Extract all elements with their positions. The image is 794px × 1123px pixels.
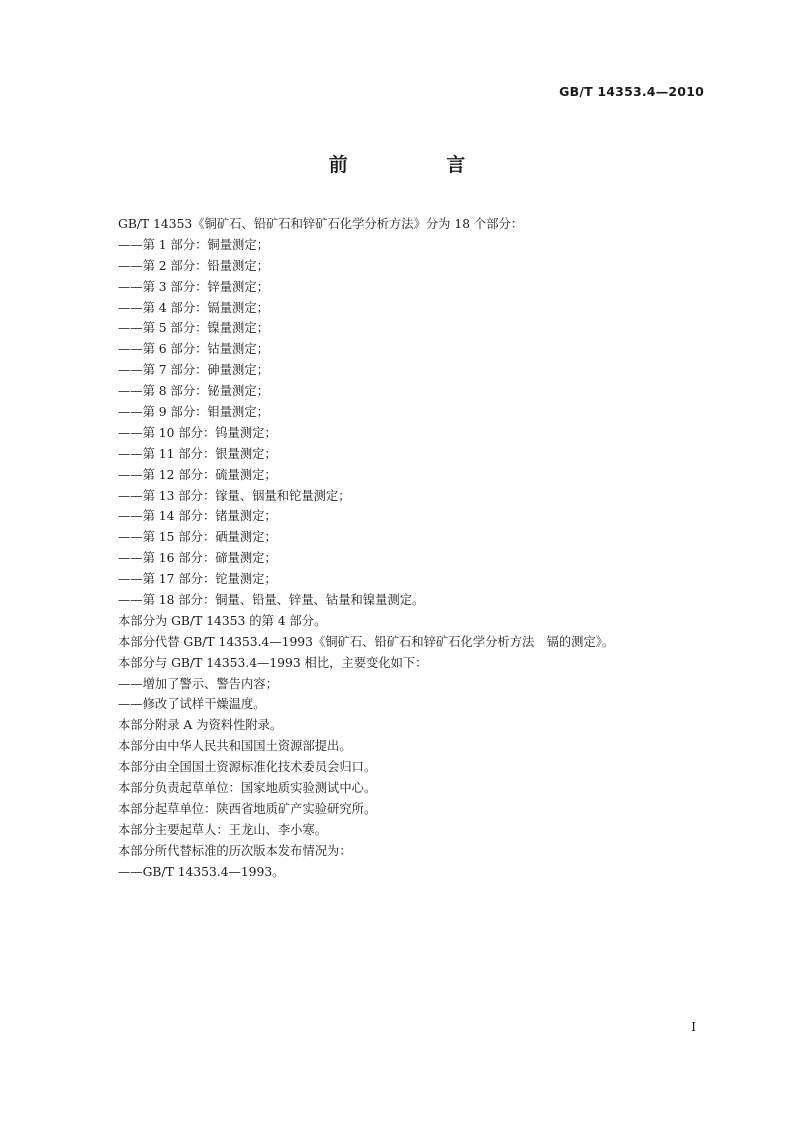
list-item-history-1: ——GB/T 14353.4—1993。 xyxy=(118,864,285,879)
list-item-part-15: ——第 15 部分：硒量测定； xyxy=(118,530,277,545)
intro-line: GB/T 14353《铜矿石、铅矿石和锌矿石化学分析方法》分为 18 个部分： xyxy=(118,217,524,231)
list-item-part-7: ——第 7 部分：砷量测定； xyxy=(118,363,269,378)
list-item-change-1: ——增加了警示、警告内容； xyxy=(118,676,278,691)
list-item-part-2: ——第 2 部分：铅量测定； xyxy=(118,258,269,273)
paragraph-changes: 本部分与 GB/T 14353.4—1993 相比，主要变化如下： xyxy=(118,655,428,670)
list-item-part-13: ——第 13 部分：镓量、铟量和铊量测定； xyxy=(118,488,351,503)
list-item-part-11: ——第 11 部分：银量测定； xyxy=(118,446,277,461)
list-item-part-16: ——第 16 部分：碲量测定； xyxy=(118,551,277,566)
paragraph-annex: 本部分附录 A 为资料性附录。 xyxy=(118,718,283,733)
paragraph-proposed-by: 本部分由中华人民共和国国土资源部提出。 xyxy=(118,739,352,754)
paragraph-part-statement: 本部分为 GB/T 14353 的第 4 部分。 xyxy=(118,613,327,628)
list-item-part-5: ——第 5 部分：镍量测定； xyxy=(118,321,269,336)
paragraph-responsible-drafter: 本部分负责起草单位：国家地质实验测试中心。 xyxy=(118,781,377,796)
standard-code: GB/T 14353.4—2010 xyxy=(559,84,704,99)
paragraph-replaces: 本部分代替 GB/T 14353.4—1993《铜矿石、铅矿石和锌矿石化学分析方法 镉的测定》。 xyxy=(118,634,615,649)
list-item-part-17: ——第 17 部分：铊量测定； xyxy=(118,572,277,587)
list-item-part-14: ——第 14 部分：锗量测定； xyxy=(118,509,277,524)
page-title: 前 言 xyxy=(328,154,512,176)
paragraph-administered-by: 本部分由全国国土资源标准化技术委员会归口。 xyxy=(118,760,377,775)
list-item-part-18: ——第 18 部分：铜量、铅量、锌量、钴量和镍量测定。 xyxy=(118,593,425,608)
paragraph-drafting-unit: 本部分起草单位：陕西省地质矿产实验研究所。 xyxy=(118,801,377,816)
paragraph-history: 本部分所代替标准的历次版本发布情况为： xyxy=(118,843,352,858)
foreword-body xyxy=(118,214,718,883)
list-item-part-10: ——第 10 部分：钨量测定； xyxy=(118,425,277,440)
list-item-part-6: ——第 6 部分：钴量测定； xyxy=(118,342,269,357)
list-item-part-3: ——第 3 部分：锌量测定； xyxy=(118,279,269,294)
paragraph-main-drafters: 本部分主要起草人：王龙山、李小寒。 xyxy=(118,822,328,837)
page-number: I xyxy=(691,1020,696,1034)
list-item-part-1: ——第 1 部分：铜量测定； xyxy=(118,237,269,252)
list-item-part-12: ——第 12 部分：硫量测定； xyxy=(118,467,277,482)
list-item-part-4: ——第 4 部分：镉量测定； xyxy=(118,300,269,315)
list-item-part-9: ——第 9 部分：钼量测定； xyxy=(118,405,269,420)
list-item-change-2: ——修改了试样干燥温度。 xyxy=(118,697,266,712)
list-item-part-8: ——第 8 部分：铋量测定； xyxy=(118,384,269,399)
